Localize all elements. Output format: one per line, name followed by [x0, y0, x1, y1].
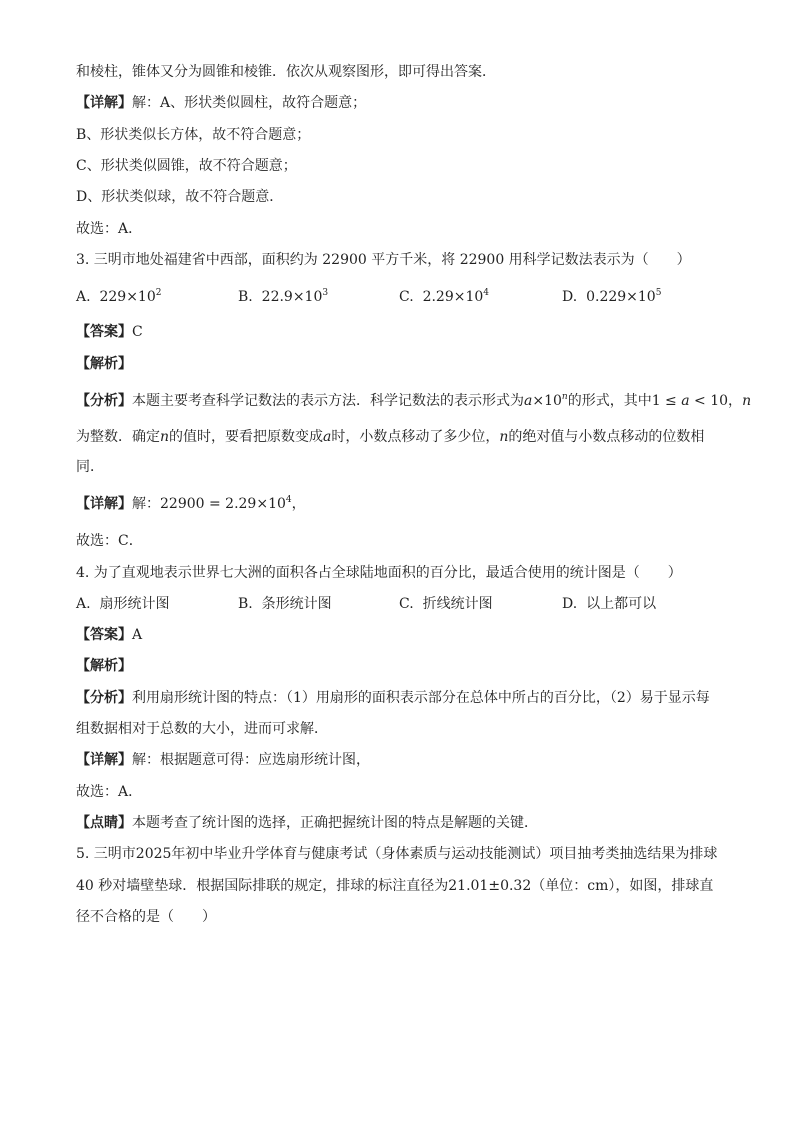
q5-line-1: 5. 三明市2025年初中毕业升学体育与健康考试（身体素质与运动技能测试）项目抽考类抽选结果为排球 [76, 846, 718, 862]
q4-option-b: B. 条形统计图 [238, 596, 332, 612]
intro-line-1: 和棱柱，锥体又分为圆锥和棱锥．依次从观察图形，即可得出答案． [76, 64, 496, 80]
q4-detail: 【详解】解：根据题意可得：应选扇形统计图， [76, 752, 370, 768]
q4-option-d: D. 以上都可以 [562, 596, 657, 612]
q3-fenxi-line-2: 为整数．确定n的值时，要看把原数变成a时，小数点移动了多少位，n的绝对值与小数点移动的位数相 [76, 429, 705, 445]
intro-line-3: B、形状类似长方体，故不符合题意； [76, 127, 311, 143]
intro-line-2 [76, 93, 366, 113]
q3-detail: 【详解】解：$22900 = 2.29\times 10^4$， [76, 495, 306, 512]
intro-line-4: C、形状类似圆锥，故不符合题意； [76, 158, 297, 174]
q3-option-a: A. $229\times 10^2$ [76, 288, 162, 305]
q3-option-c: C. $2.29\times 10^4$ [399, 288, 490, 305]
intro-line-5: D、形状类似球，故不符合题意． [76, 189, 284, 205]
q4-answer: 【答案】A [76, 627, 143, 643]
q3-fenxi-line-1: 【分析】本题主要考查科学记数法的表示方法．科学记数法的表示形式为$a\times 10^n$的形式，其中1 ≤ a < 10，n [76, 392, 752, 409]
q3-stem: 3. 三明市地处福建省中西部，面积约为 22900 平方千米，将 22900 用科学记数法表示为（ ） [76, 252, 691, 268]
q3-analysis-tag: 【解析】 [76, 356, 132, 372]
q3-choose: 故选：C． [76, 533, 143, 549]
q4-choose: 故选：A． [76, 784, 143, 800]
q3-option-d: D. $0.229\times 10^5$ [562, 288, 662, 305]
q4-fenxi-line-1: 【分析】利用扇形统计图的特点：（1）用扇形的面积表示部分在总体中所占的百分比，（2）易于显示每 [76, 690, 710, 706]
q3-fenxi-line-3: 同． [76, 459, 104, 475]
detail-text: 解：A、形状类似圆柱，故符合题意； [132, 95, 367, 111]
q3-answer: 【答案】C [76, 324, 143, 340]
q5-line-2: 40 秒对墙壁垫球．根据国际排联的规定，排球的标注直径为21.01±0.32（单位：cm），如图，排球直 [76, 878, 714, 894]
q4-analysis-tag: 【解析】 [76, 658, 132, 674]
q3-option-b: B. $22.9\times 10^3$ [238, 288, 329, 305]
detail-tag: 【详解】 [76, 95, 132, 111]
q4-dianjing: 【点睛】本题考查了统计图的选择，正确把握统计图的特点是解题的关键． [76, 815, 538, 831]
q5-line-3: 径不合格的是（ ） [76, 909, 216, 925]
intro-line-6: 故选：A． [76, 221, 143, 237]
q4-option-a: A. 扇形统计图 [76, 596, 170, 612]
q4-option-c: C. 折线统计图 [399, 596, 493, 612]
q4-fenxi-line-2: 组数据相对于总数的大小，进而可求解． [76, 721, 328, 737]
q4-stem: 4. 为了直观地表示世界七大洲的面积各占全球陆地面积的百分比，最适合使用的统计图是（ ） [76, 565, 682, 581]
